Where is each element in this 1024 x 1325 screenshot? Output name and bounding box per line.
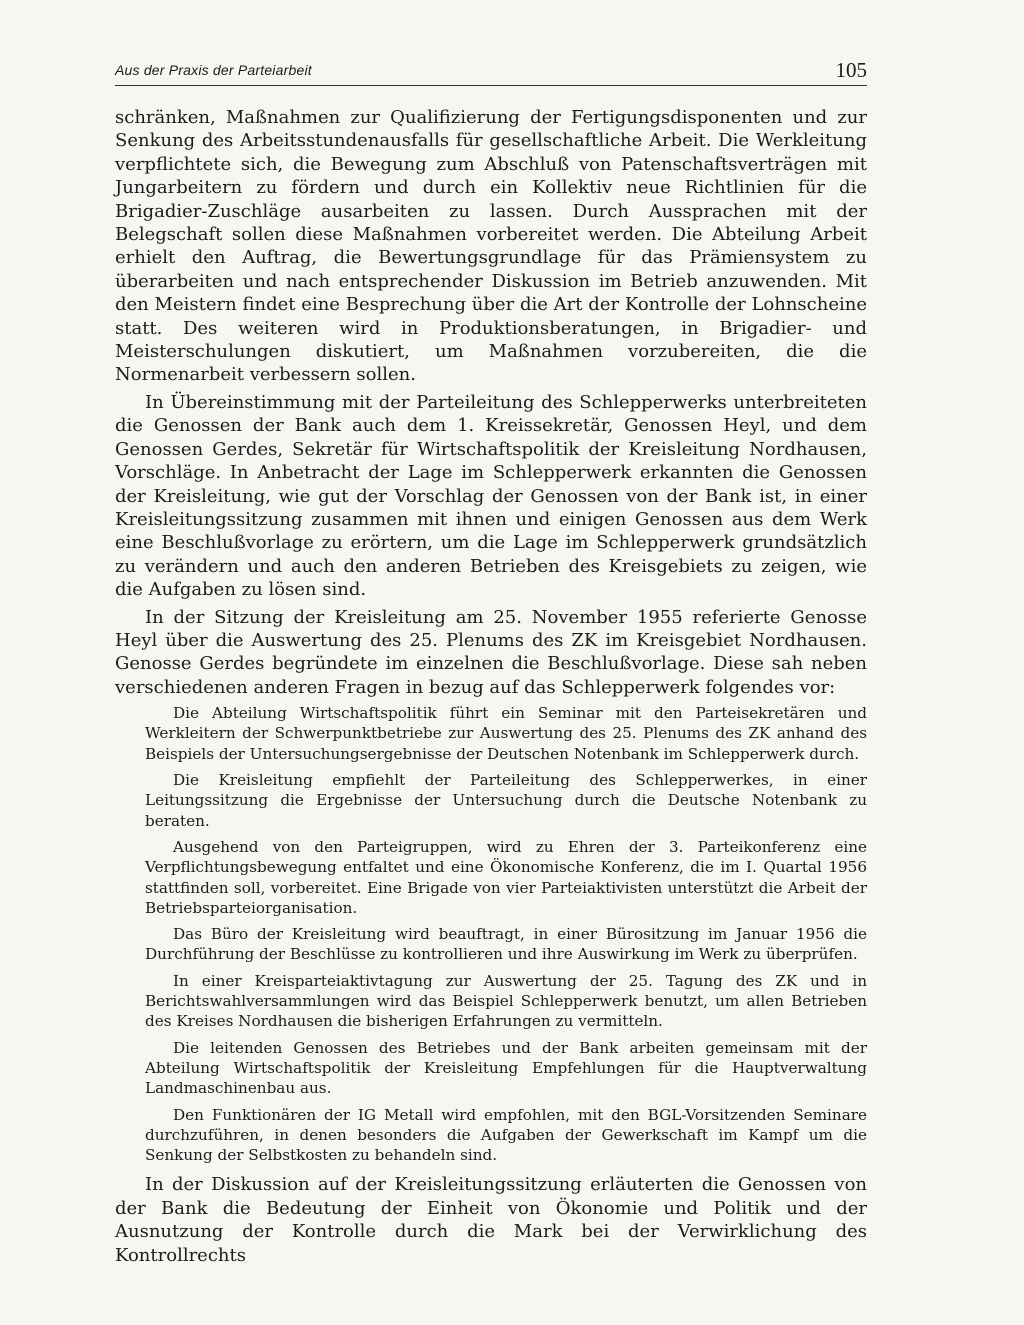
resolution-item: Das Büro der Kreisleitung wird beauftragt, in einer Bürositzung im Januar 1956 die Durchführung der Beschlüsse zu kontrollieren und ihre Auswirkung im Werk zu überprüfen.	[145, 925, 867, 964]
running-header	[115, 58, 867, 88]
resolution-item: Ausgehend von den Parteigruppen, wird zu Ehren der 3. Parteikonferenz eine Verpflichtungsbewegung entfaltet und eine Ökonomische Konferenz, die im I. Quartal 1956 stattfinden soll, vorbereitet. Eine Brigade von vier Parteiaktivisten unterstützt die Arbeit der Betriebsparteiorganisation.	[145, 837, 867, 917]
paragraph-2: In Übereinstimmung mit der Parteileitung des Schlepperwerks unterbreiteten die Genossen der Bank auch dem 1. Kreissekretär, Genossen Heyl, und dem Genossen Gerdes, Sekretär für Wirtschaftspolitik der Kreisleitung Nordhausen, Vorschläge. In Anbetracht der Lage im Schlepperwerk erkannten die Genossen der Kreisleitung, wie gut der Vorschlag der Genossen von der Bank ist, in einer Kreisleitungssitzung zusammen mit ihnen und einigen Genossen aus dem Werk eine Beschlußvorlage zu erörtern, um die Lage im Schlepperwerk grundsätzlich zu verändern und auch den anderen Betrieben des Kreisgebiets zu zeigen, wie die Aufgaben zu lösen sind.	[115, 391, 867, 601]
page-number: 105	[835, 58, 867, 82]
body-text	[115, 106, 867, 1271]
resolution-list	[145, 703, 867, 1165]
resolution-item: Die Kreisleitung empfiehlt der Parteileitung des Schlepperwerkes, in einer Leitungssitzung die Ergebnisse der Untersuchung durch die Deutsche Notenbank zu beraten.	[145, 771, 867, 830]
paragraph-4: In der Diskussion auf der Kreisleitungssitzung erläuterten die Genossen von der Bank die Bedeutung der Einheit von Ökonomie und Politik und der Ausnutzung der Kontrolle durch die Mark bei der Verwirklichung des Kontrollrechts	[115, 1174, 867, 1266]
paragraph-3: In der Sitzung der Kreisleitung am 25. November 1955 referierte Genosse Heyl über die Auswertung des 25. Plenums des ZK im Kreisgebiet Nordhausen. Genosse Gerdes begründete im einzelnen die Beschlußvorlage. Diese sah neben verschiedenen anderen Fragen in bezug auf das Schlepperwerk folgendes vor:	[115, 606, 867, 698]
resolution-item: Die leitenden Genossen des Betriebes und der Bank arbeiten gemeinsam mit der Abteilung Wirtschaftspolitik der Kreisleitung Empfehlungen für die Hauptverwaltung Landmaschinenbau aus.	[145, 1038, 867, 1098]
resolution-item: In einer Kreisparteiaktivtagung zur Auswertung der 25. Tagung des ZK und in Berichtswahlversammlungen wird das Beispiel Schlepperwerk benutzt, um allen Betrieben des Kreises Nordhausen die bisherigen Erfahrungen zu vermitteln.	[145, 971, 867, 1031]
resolution-item: Den Funktionären der IG Metall wird empfohlen, mit den BGL-Vorsitzenden Seminare durchzuführen, in denen besonders die Aufgaben der Gewerkschaft im Kampf um die Senkung der Selbstkosten zu behandeln sind.	[145, 1105, 867, 1165]
running-title: Aus der Praxis der Parteiarbeit	[115, 62, 312, 78]
header-rule	[115, 85, 867, 86]
resolution-item: Die Abteilung Wirtschaftspolitik führt ein Seminar mit den Parteisekretären und Werkleitern der Schwerpunktbetriebe zur Auswertung des 25. Plenums des ZK anhand des Beispiels der Untersuchungsergebnisse der Deutschen Notenbank im Schlepperwerk durch.	[145, 704, 867, 763]
paragraph-1: schränken, Maßnahmen zur Qualifizierung der Fertigungsdisponenten und zur Senkung des Arbeitsstundenausfalls für gesellschaftliche Arbeit. Die Werkleitung verpflichtete sich, die Bewegung zum Abschluß von Patenschaftsverträgen mit Jungarbeitern zu fördern und durch ein Kollektiv neue Richtlinien für die Brigadier-Zuschläge ausarbeiten zu lassen. Durch Aussprachen mit der Belegschaft sollen diese Maßnahmen vorbereitet werden. Die Abteilung Arbeit erhielt den Auftrag, die Bewertungsgrundlage für das Prämiensystem zu überarbeiten und nach entsprechender Diskussion im Betrieb anzuwenden. Mit den Meistern findet eine Besprechung über die Art der Kontrolle der Lohnscheine statt. Des weiteren wird in Produktionsberatungen, in Brigadier- und Meisterschulungen diskutiert, um Maßnahmen vorzubereiten, die die Normenarbeit verbessern sollen.	[115, 107, 867, 386]
